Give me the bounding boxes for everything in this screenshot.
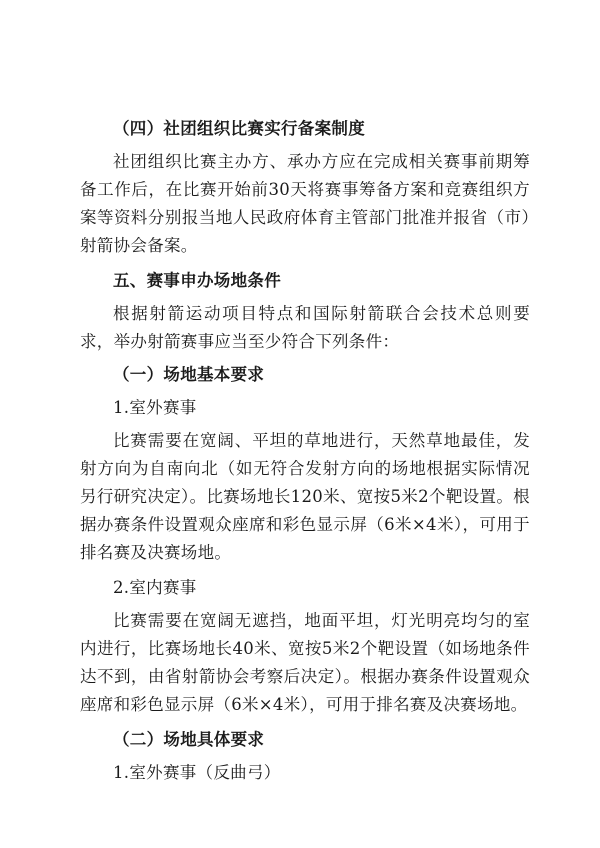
outdoor-event-heading: 1.室外赛事 (113, 398, 197, 417)
outdoor-recurve-heading: 1.室外赛事（反曲弓） (113, 763, 281, 782)
document-body (80, 115, 530, 787)
subsection-1-heading: （一）场地基本要求 (113, 365, 265, 384)
subsection-2-heading: （二）场地具体要求 (113, 730, 265, 749)
section-4-heading: （四）社团组织比赛实行备案制度 (113, 119, 365, 138)
section-5-heading: 五、赛事申办场地条件 (113, 271, 281, 290)
outdoor-event-paragraph: 比赛需要在宽阔、平坦的草地进行，天然草地最佳，发射方向为自南向北（如无符合发射方向的场地根据实际情况另行研究决定）。比赛场地长120米、宽按5米2个靶设置。根据办赛条件设置观众座席和彩色显示屏（6米×4米），可用于排名赛及决赛场地。 (80, 431, 530, 562)
section-4-paragraph: 社团组织比赛主办方、承办方应在完成相关赛事前期筹备工作后，在比赛开始前30天将赛事筹备方案和竞赛组织方案等资料分别报当地人民政府体育主管部门批准并报省（市）射箭协会备案。 (80, 152, 530, 255)
section-5-paragraph: 根据射箭运动项目特点和国际射箭联合会技术总则要求，举办射箭赛事应当至少符合下列条件： (80, 304, 530, 351)
indoor-event-paragraph: 比赛需要在宽阔无遮挡，地面平坦，灯光明亮均匀的室内进行，比赛场地长40米、宽按5米2个靶设置（如场地条件达不到，由省射箭协会考察后决定）。根据办赛条件设置观众座席和彩色显示屏（6米×4米），可用于排名赛及决赛场地。 (80, 611, 530, 714)
indoor-event-heading: 2.室内赛事 (113, 578, 197, 597)
